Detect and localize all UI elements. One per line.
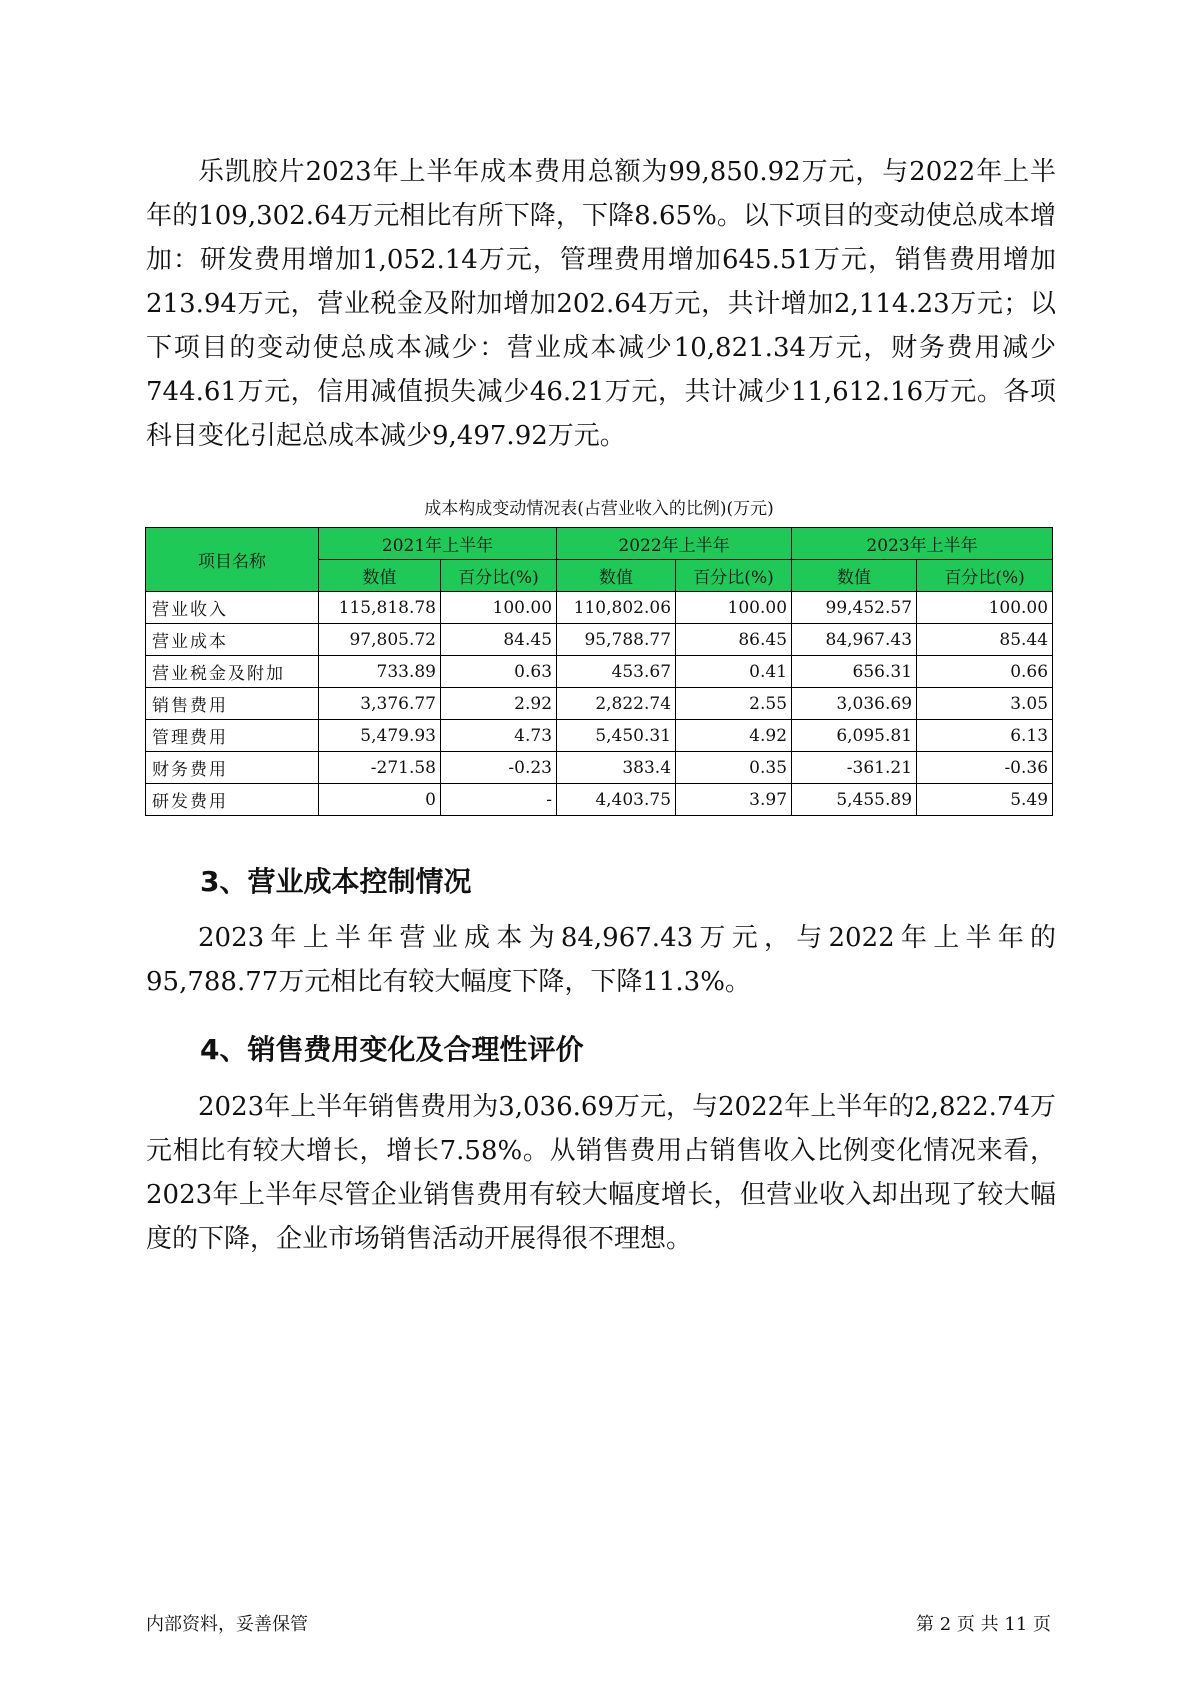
table-header-row-years	[146, 528, 1053, 560]
table-row	[146, 592, 1053, 624]
value-cell: 84,967.43	[792, 624, 917, 656]
percent-cell: 6.13	[917, 720, 1053, 752]
value-cell: 99,452.57	[792, 592, 917, 624]
header-value: 数值	[792, 560, 917, 592]
value-cell: 453.67	[557, 656, 676, 688]
row-label: 管理费用	[146, 720, 319, 752]
percent-cell: 85.44	[917, 624, 1053, 656]
percent-cell: 0.66	[917, 656, 1053, 688]
header-value: 数值	[319, 560, 441, 592]
value-cell: -271.58	[319, 752, 441, 784]
header-percent: 百分比(%)	[676, 560, 792, 592]
header-year-2023: 2023年上半年	[792, 528, 1053, 560]
header-percent: 百分比(%)	[917, 560, 1053, 592]
percent-cell: 86.45	[676, 624, 792, 656]
value-cell: 5,450.31	[557, 720, 676, 752]
cost-structure-table	[145, 527, 1053, 816]
intro-paragraph: 乐凯胶片2023年上半年成本费用总额为99,850.92万元，与2022年上半年的109,302.64万元相比有所下降，下降8.65%。以下项目的变动使总成本增加：研发费用增加1,052.14万元，管理费用增加645.51万元，销售费用增加213.94万元，营业税金及附加增加202.64万元，共计增加2,114.23万元；以下项目的变动使总成本减少：营业成本减少10,821.34万元，财务费用减少744.61万元，信用减值损失减少46.21万元，共计减少11,612.16万元。各项科目变化引起总成本减少9,497.92万元。	[146, 157, 1056, 451]
row-label: 销售费用	[146, 688, 319, 720]
value-cell: 5,479.93	[319, 720, 441, 752]
percent-cell: 100.00	[917, 592, 1053, 624]
percent-cell: 100.00	[441, 592, 557, 624]
row-label: 财务费用	[146, 752, 319, 784]
value-cell: 2,822.74	[557, 688, 676, 720]
section-heading-sales-expense: 4、销售费用变化及合理性评价	[200, 1033, 584, 1066]
value-cell: 6,095.81	[792, 720, 917, 752]
percent-cell: 5.49	[917, 784, 1053, 816]
header-item-name: 项目名称	[146, 528, 319, 592]
table-row	[146, 752, 1053, 784]
table-body	[146, 592, 1053, 816]
percent-cell: 0.63	[441, 656, 557, 688]
percent-cell: 3.05	[917, 688, 1053, 720]
row-label: 营业收入	[146, 592, 319, 624]
percent-cell: 84.45	[441, 624, 557, 656]
header-percent: 百分比(%)	[441, 560, 557, 592]
percent-cell: 3.97	[676, 784, 792, 816]
percent-cell: -0.23	[441, 752, 557, 784]
header-year-2022: 2022年上半年	[557, 528, 792, 560]
table-row	[146, 656, 1053, 688]
percent-cell: -0.36	[917, 752, 1053, 784]
table-row	[146, 688, 1053, 720]
value-cell: 383.4	[557, 752, 676, 784]
percent-cell: 2.55	[676, 688, 792, 720]
section-heading-operating-cost: 3、营业成本控制情况	[200, 865, 472, 898]
header-year-2021: 2021年上半年	[319, 528, 557, 560]
header-value: 数值	[557, 560, 676, 592]
percent-cell: -	[441, 784, 557, 816]
percent-cell: 4.73	[441, 720, 557, 752]
table-row	[146, 720, 1053, 752]
percent-cell: 100.00	[676, 592, 792, 624]
table-caption: 成本构成变动情况表(占营业收入的比例)(万元)	[424, 499, 774, 519]
value-cell: 115,818.78	[319, 592, 441, 624]
percent-cell: 0.41	[676, 656, 792, 688]
table-row	[146, 624, 1053, 656]
value-cell: 3,376.77	[319, 688, 441, 720]
value-cell: 4,403.75	[557, 784, 676, 816]
table-row	[146, 784, 1053, 816]
value-cell: 0	[319, 784, 441, 816]
operating-cost-paragraph: 2023年上半年营业成本为84,967.43万元，与2022年上半年的95,788.77万元相比有较大幅度下降，下降11.3%。	[146, 923, 1056, 997]
percent-cell: 4.92	[676, 720, 792, 752]
value-cell: 5,455.89	[792, 784, 917, 816]
row-label: 研发费用	[146, 784, 319, 816]
value-cell: 97,805.72	[319, 624, 441, 656]
value-cell: 733.89	[319, 656, 441, 688]
row-label: 营业成本	[146, 624, 319, 656]
value-cell: 95,788.77	[557, 624, 676, 656]
row-label: 营业税金及附加	[146, 656, 319, 688]
value-cell: 3,036.69	[792, 688, 917, 720]
sales-expense-paragraph: 2023年上半年销售费用为3,036.69万元，与2022年上半年的2,822.74万元相比有较大增长，增长7.58%。从销售费用占销售收入比例变化情况来看，2023年上半年尽管企业销售费用有较大幅度增长，但营业收入却出现了较大幅度的下降，企业市场销售活动开展得很不理想。	[146, 1092, 1056, 1254]
value-cell: 110,802.06	[557, 592, 676, 624]
footer-page-number: 第 2 页 共 11 页	[916, 1614, 1051, 1635]
value-cell: 656.31	[792, 656, 917, 688]
percent-cell: 0.35	[676, 752, 792, 784]
footer-confidential-note: 内部资料，妥善保管	[146, 1614, 308, 1635]
percent-cell: 2.92	[441, 688, 557, 720]
value-cell: -361.21	[792, 752, 917, 784]
